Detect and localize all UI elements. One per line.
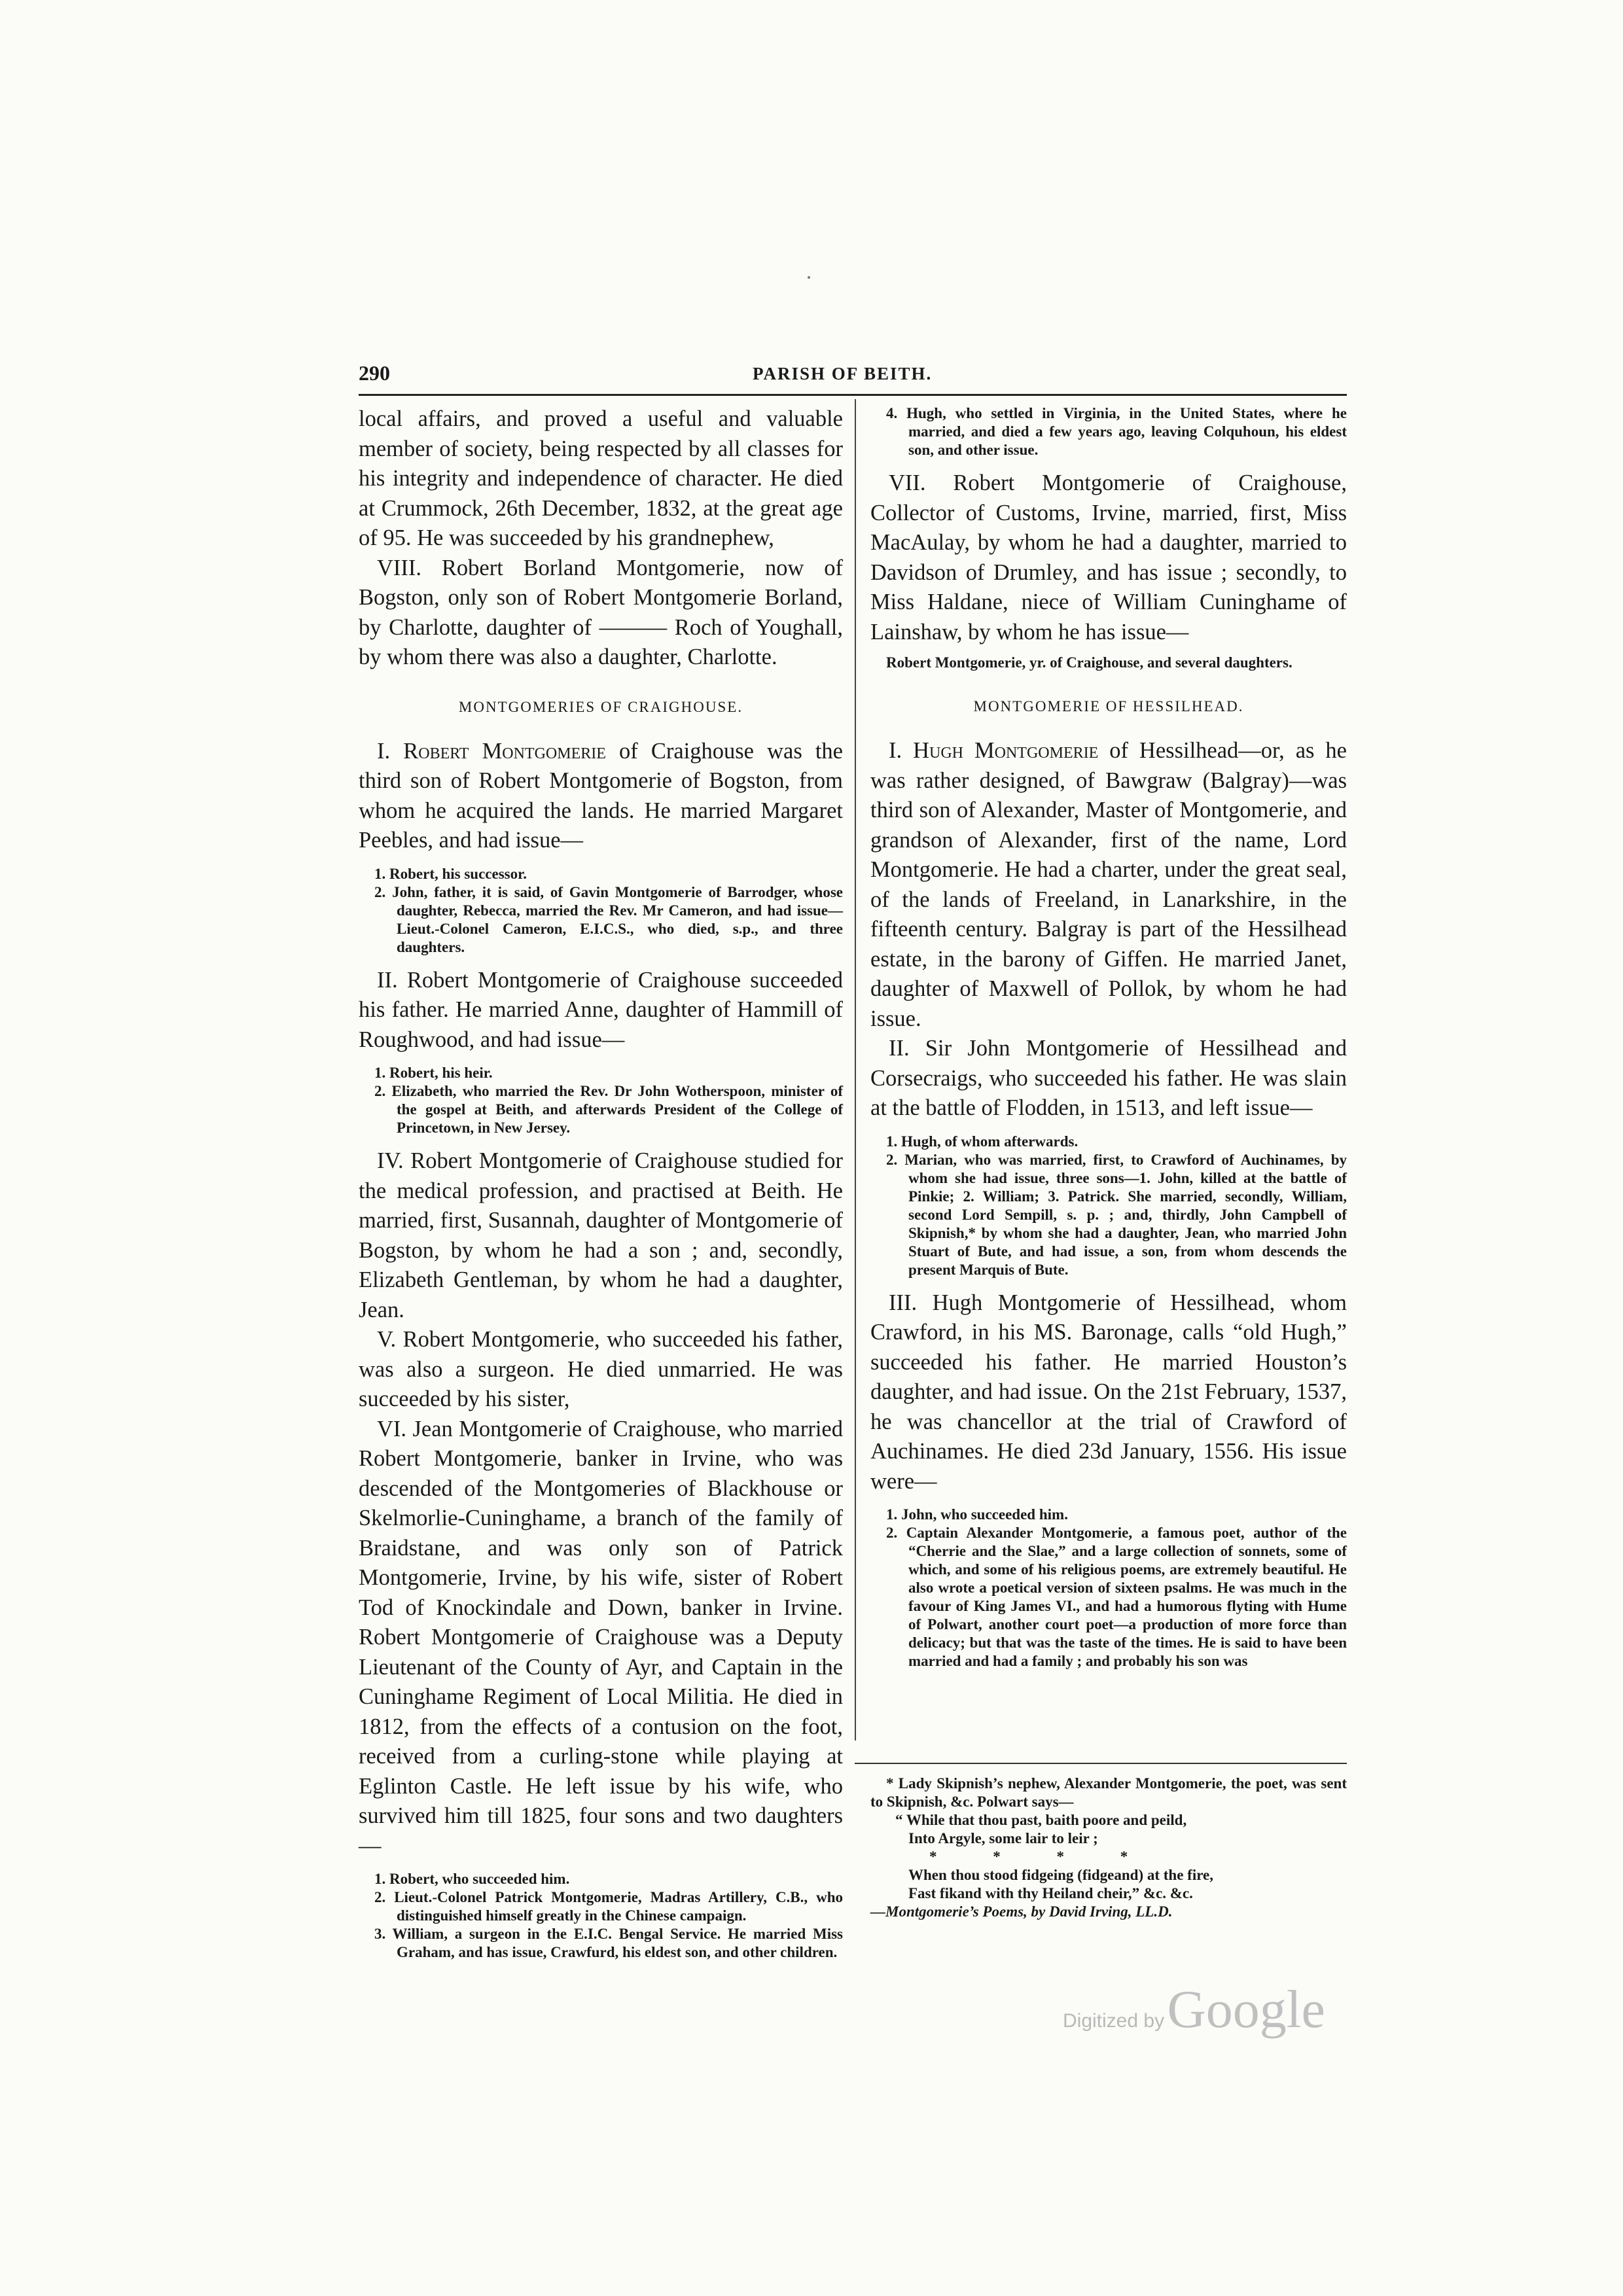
paragraph: IV. Robert Montgomerie of Craighouse studied for the medical profession, and practised at Beith. He married, first, Susannah, daughter of Montgomerie of Bogston, by whom he had a son ; and, secondly, Elizabeth Gentleman, by whom he had a daughter, Jean.	[359, 1148, 843, 1322]
right-column	[870, 404, 1347, 1680]
generation-number: I.	[889, 738, 902, 763]
section-heading: MONTGOMERIE OF HESSILHEAD.	[973, 698, 1244, 715]
verse-line: When thou stood fidgeing (fidgeand) at the fire,	[908, 1867, 1213, 1883]
verse-line: Into Argyle, some lair to leir ;	[908, 1830, 1098, 1846]
list-item: 2. John, father, it is said, of Gavin Montgomerie of Barrodger, whose daughter, Rebecca, married the Rev. Mr Cameron, and had issue—Lieut.-Colonel Cameron, E.I.C.S., who died, s.p., and three daughters.	[374, 883, 843, 955]
paragraph: VI. Jean Montgomerie of Craighouse, who married Robert Montgomerie, banker in Irvine, who was descended of the Montgomeries of Blackhouse or Skelmorlie-Cuninghame, a branch of the family of Braidstane, and was only son of Patrick Montgomerie, Irvine, by his wife, sister of Robert Tod of Knockindale and Down, banker in Irvine. Robert Montgomerie of Craighouse was a Deputy Lieutenant of the County of Ayr, and Captain in the Cuninghame Regiment of Local Militia. He died in 1812, from the effects of a contusion on the foot, received from a curling-stone while playing at Eglinton Castle. He left issue by his wife, who survived him till 1825, four sons and two daughters—	[359, 1416, 843, 1858]
paragraph: VIII. Robert Borland Montgomerie, now of Bogston, only son of Robert Montgomerie Borland, by Charlotte, daughter of ——— Roch of Youghall, by whom there was also a daughter, Charlotte.	[359, 555, 843, 669]
verse-line: Fast fikand with thy Heiland cheir,” &c. &c.	[908, 1885, 1193, 1901]
list-item: 1. Robert, who succeeded him.	[374, 1871, 570, 1887]
digitized-watermark	[1063, 1979, 1325, 2040]
list-item: 2. Elizabeth, who married the Rev. Dr John Wotherspoon, minister of the gospel at Beith, and afterwards President of the College of Princetown, in New Jersey.	[374, 1083, 843, 1136]
paragraph: local affairs, and proved a useful and valuable member of society, being respected by all classes for his integrity and independence of character. He died at Crummock, 26th December, 1832, at the great age of 95. He was succeeded by his grandnephew,	[359, 406, 843, 550]
list-item: 4. Hugh, who settled in Virginia, in the United States, where he married, and died a few years ago, leaving Colquhoun, his eldest son, and other issue.	[886, 405, 1347, 458]
paragraph: II. Robert Montgomerie of Craighouse succeeded his father. He married Anne, daughter of Hammill of Roughwood, and had issue—	[359, 967, 843, 1052]
paragraph: III. Hugh Montgomerie of Hessilhead, whom Crawford, in his MS. Baronage, calls “old Hugh,” succeeded his father. He married Houston’s daughter, and had issue. On the 21st February, 1537, he was chancellor at the trial of Crawford of Auchinames. He died 23d January, 1556. His issue were—	[870, 1290, 1347, 1494]
list-item: 2. Marian, who was married, first, to Crawford of Auchinames, by whom she had issue, three sons—1. John, killed at the battle of Pinkie; 2. William; 3. Patrick. She married, secondly, William, second Lord Sempill, s. p. ; and, thirdly, John Campbell of Skipnish,* by whom she had a daughter, Jean, who married John Stuart of Bute, and had issue, a son, from whom descends the present Marquis of Bute.	[886, 1151, 1347, 1278]
list-item: 3. William, a surgeon in the E.I.C. Bengal Service. He married Miss Graham, and has issue, Crawfurd, his eldest son, and other children.	[374, 1926, 843, 1960]
scan-speck	[808, 276, 810, 279]
paragraph: I. Robert Montgomerie of Craighouse was the third son of Robert Montgomerie of Bogston, from whom he acquired the lands. He married Margaret Peebles, and had issue—	[359, 738, 843, 853]
list-item: 1. Hugh, of whom afterwards.	[886, 1133, 1079, 1150]
page-number: 290	[359, 361, 390, 385]
list-item: 1. Robert, his heir.	[374, 1065, 493, 1081]
section-heading: MONTGOMERIES OF CRAIGHOUSE.	[458, 698, 743, 715]
issue-list	[359, 1064, 843, 1137]
google-logo: Google	[1167, 1979, 1325, 2039]
left-column	[359, 404, 843, 1971]
issue-list	[870, 1506, 1347, 1670]
list-item: 1. John, who succeeded him.	[886, 1506, 1068, 1523]
footnote-rule	[855, 1763, 1347, 1764]
issue-list	[359, 865, 843, 957]
issue-list	[359, 1870, 843, 1962]
attribution: —Montgomerie’s Poems, by David Irving, LL.D.	[870, 1903, 1173, 1920]
paragraph: I. Hugh Montgomerie of Hessilhead—or, as he was rather designed, of Bawgraw (Balgray)—was third son of Alexander, Master of Montgomerie, and grandson of Alexander, first of the name, Lord Montgomerie. He had a charter, under the great seal, of the lands of Freeland, in Lanarkshire, in the fifteenth century. Balgray is part of the Hessilhead estate, in the barony of Giffen. He married Janet, daughter of Maxwell of Pollok, by whom he had issue.	[870, 738, 1347, 1031]
paragraph: VII. Robert Montgomerie of Craighouse, Collector of Customs, Irvine, married, first, Miss MacAulay, by whom he had a daughter, married to Davidson of Drumley, and has issue ; secondly, to Miss Haldane, niece of William Cuninghame of Lainshaw, by whom he has issue—	[870, 470, 1347, 645]
person-name: Robert Montgomerie	[403, 738, 606, 764]
issue-list	[870, 1133, 1347, 1279]
footnote-intro: * Lady Skipnish’s nephew, Alexander Montgomerie, the poet, was sent to Skipnish, &c. Polwart says—	[870, 1775, 1347, 1810]
running-head: PARISH OF BEITH.	[753, 364, 933, 383]
column-divider	[855, 399, 856, 1740]
paragraph: V. Robert Montgomerie, who succeeded his father, was also a surgeon. He died unmarried. He was succeeded by his sister,	[359, 1327, 843, 1411]
paragraph: II. Sir John Montgomerie of Hessilhead and Corsecraigs, who succeeded his father. He was slain at the battle of Flodden, in 1513, and left issue—	[870, 1036, 1347, 1120]
footnote	[870, 1775, 1347, 1921]
header-rule	[359, 394, 1347, 396]
generation-number: I.	[377, 738, 391, 764]
note: Robert Montgomerie, yr. of Craighouse, and several daughters.	[886, 654, 1293, 671]
watermark-prefix: Digitized by	[1063, 2010, 1165, 2032]
verse-ellipsis: * * * *	[929, 1848, 1128, 1865]
person-name: Hugh Montgomerie	[913, 738, 1099, 763]
list-item: 2. Captain Alexander Montgomerie, a famous poet, author of the “Cherrie and the Slae,” and a large collection of sonnets, some of which, and some of his religious poems, are extremely beautiful. He also wrote a poetical version of sixteen psalms. He was much in the favour of King James VI., and had a humorous flyting with Hume of Polwart, another court poet—a production of more force than delicacy; but that was the taste of the times. He is said to have been married and had a family ; and probably his son was	[886, 1525, 1347, 1669]
verse-line: “ While that thou past, baith poore and peild,	[895, 1812, 1187, 1828]
list-item: 1. Robert, his successor.	[374, 865, 527, 882]
list-item: 2. Lieut.-Colonel Patrick Montgomerie, Madras Artillery, C.B., who distinguished himself greatly in the Chinese campaign.	[374, 1889, 843, 1924]
